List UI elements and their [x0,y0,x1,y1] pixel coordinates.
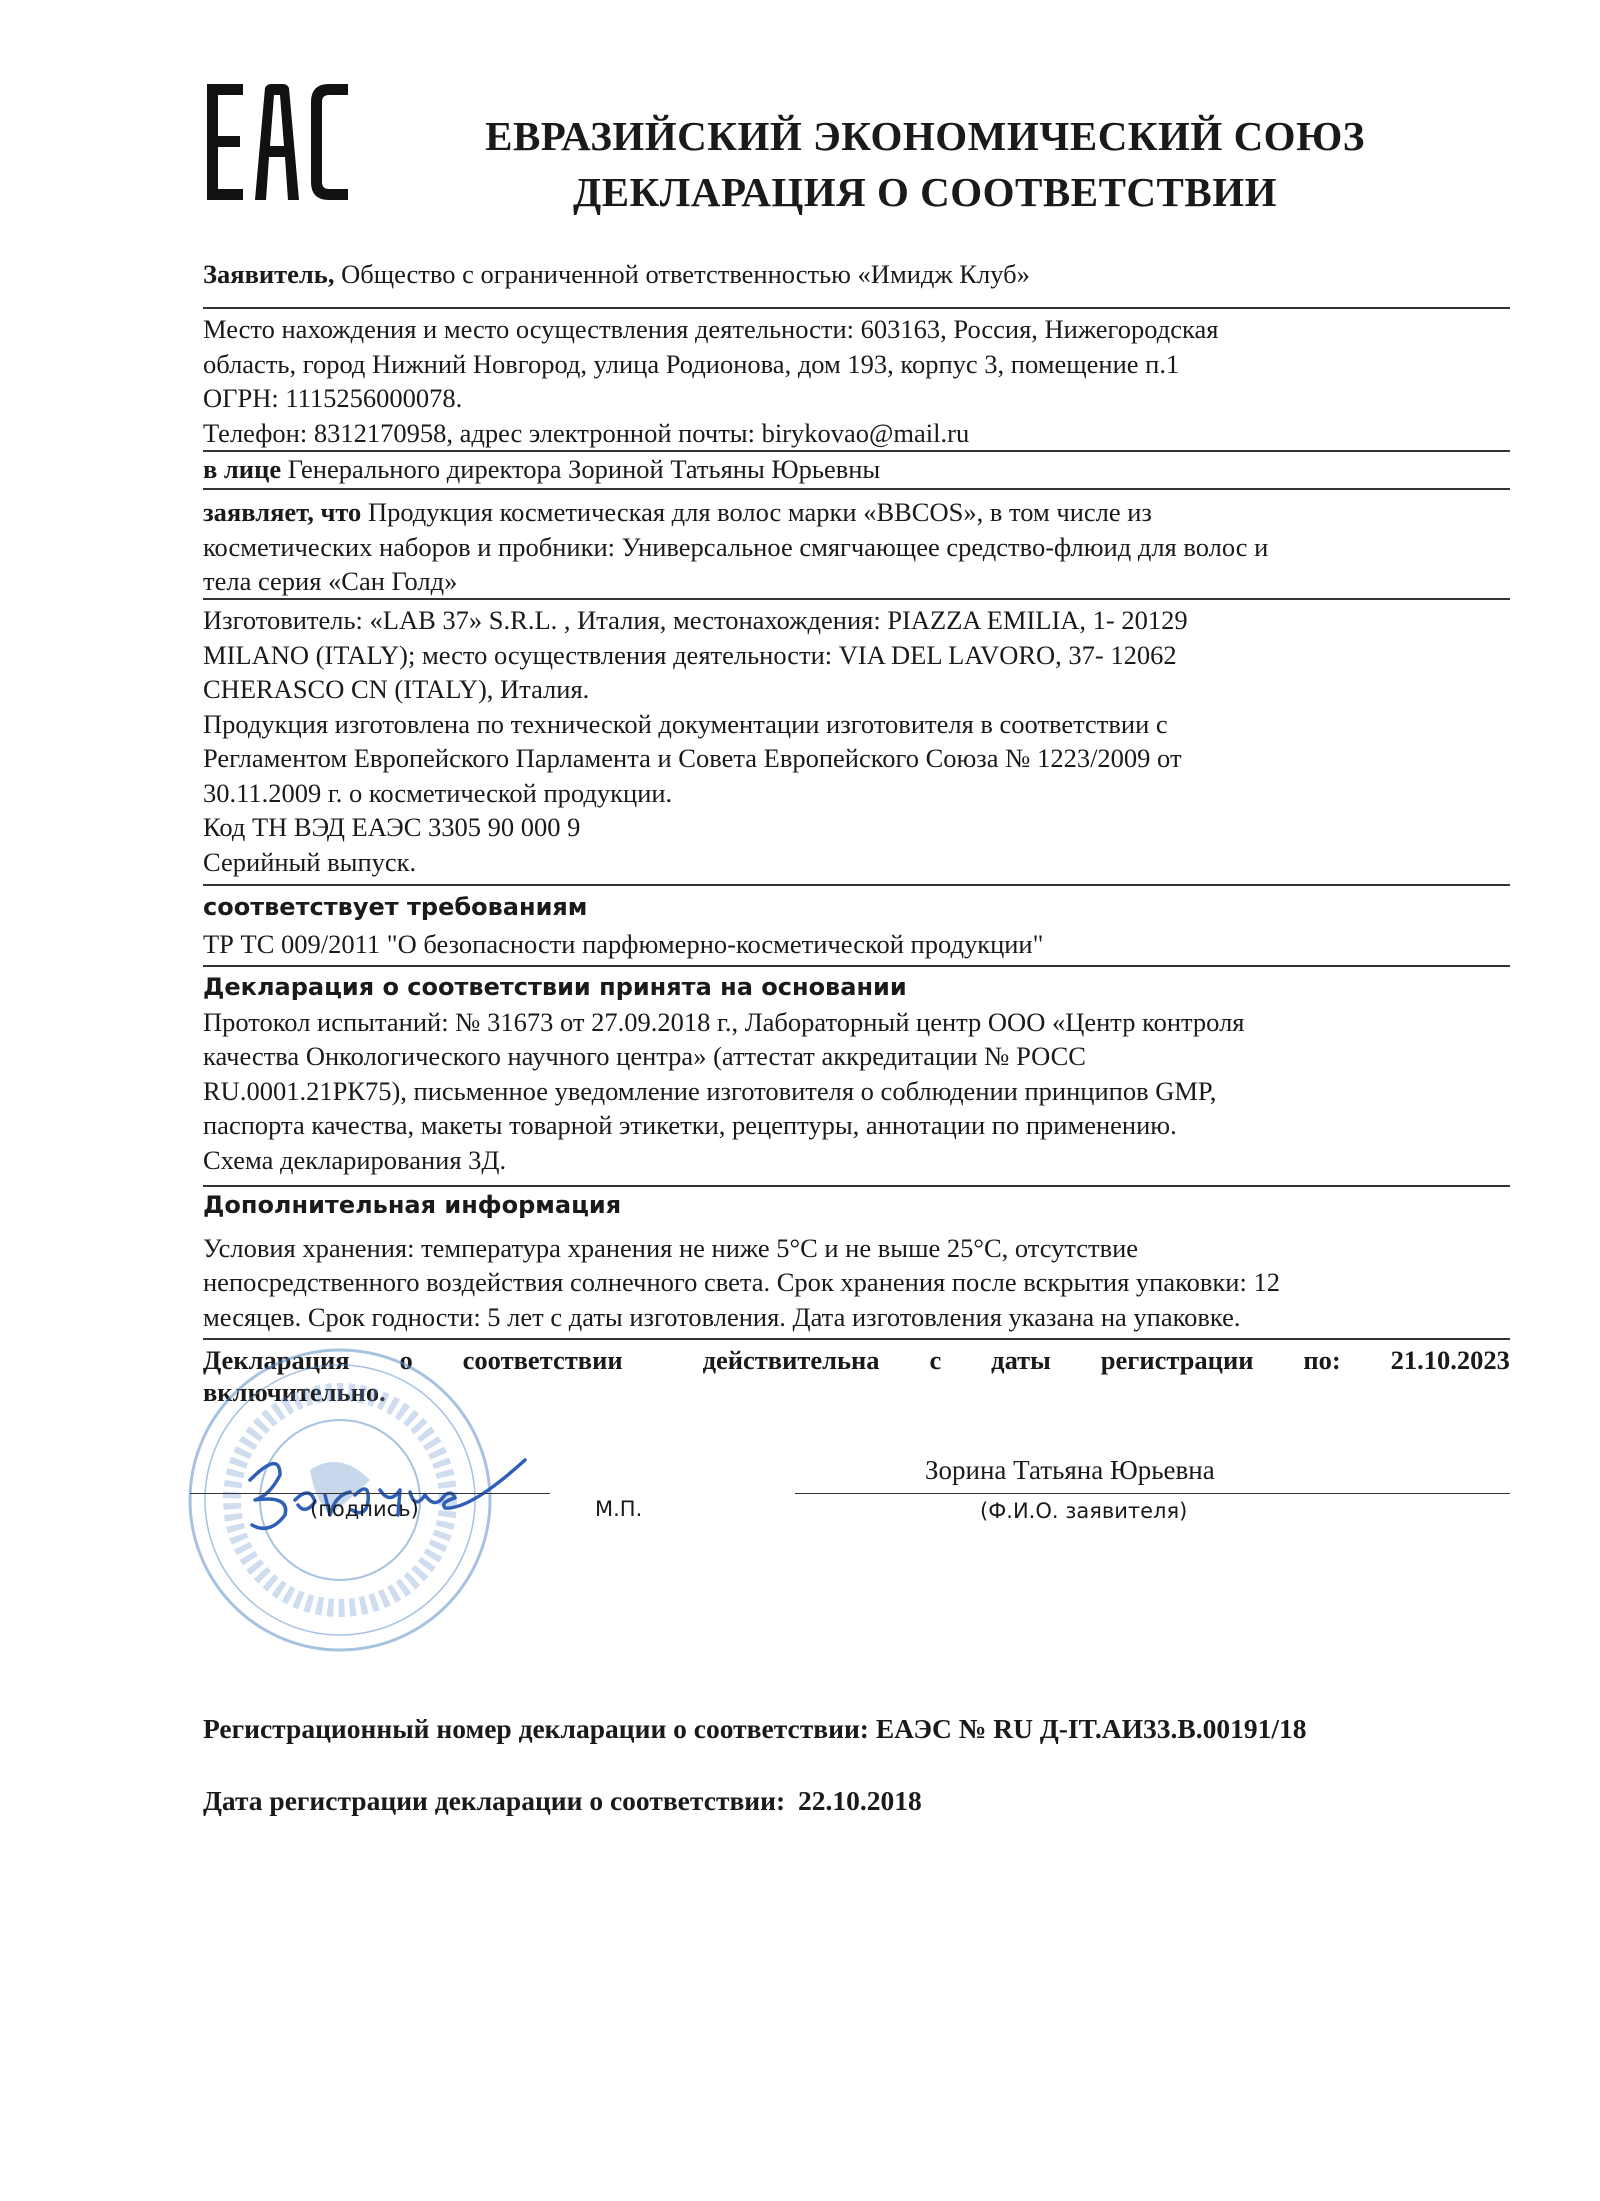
requirements-block [203,890,1043,961]
validity-word: о [399,1345,413,1375]
ogrn-line: ОГРН: 1115256000078. [203,383,463,413]
storage-line: непосредственного воздействия солнечного света. Срок хранения после вскрытия упаковки: 12 [203,1267,1280,1297]
validity-date: 21.10.2023 [1390,1345,1510,1375]
validity-word: соответствии [462,1345,623,1375]
basis-label: Декларация о соответствии принята на основании [203,973,907,1001]
contacts-line: Телефон: 8312170958, адрес электронной почты: birykovao@mail.ru [203,417,970,448]
divider [203,884,1510,886]
validity-word: даты [991,1345,1051,1375]
manufacturer-line: MILANO (ITALY); место осуществления деятельности: VIA DEL LAVORO, 37- 12062 [203,639,1177,670]
additional-block [203,1188,1280,1334]
manufacturer-block [203,603,1188,879]
name-caption: (Ф.И.О. заявителя) [980,1499,1188,1523]
requirements-label: соответствует требованиям [203,893,588,921]
hs-code-line: Код ТН ВЭД ЕАЭС 3305 90 000 9 [203,812,581,842]
eac-logo [205,82,350,202]
registration-date-label: Дата регистрации декларации о соответствии: [203,1785,786,1816]
applicant-value: Общество с ограниченной ответственностью «Имидж Клуб» [334,259,1030,289]
validity-word: по: [1303,1345,1341,1375]
validity-word: Декларация [203,1345,350,1375]
storage-line: месяцев. Срок годности: 5 лет с даты изготовления. Дата изготовления указана на упаковке. [203,1301,1241,1332]
divider [203,598,1510,600]
address-line: Место нахождения и место осуществления деятельности: 603163, Россия, Нижегородская [203,314,1219,344]
validity-word: регистрации [1100,1345,1254,1375]
registration-date-line [203,1785,922,1817]
declares-label: заявляет, что [203,497,362,527]
name-line [795,1493,1510,1494]
address-block [203,312,1218,450]
serial-line: Серийный выпуск. [203,846,417,877]
signature-caption: (подпись) [310,1497,419,1521]
address-line: область, город Нижний Новгород, улица Родионова, дом 193, корпус 3, помещение п.1 [203,348,1180,379]
union-title: ЕВРАЗИЙСКИЙ ЭКОНОМИЧЕСКИЙ СОЮЗ [485,113,1365,159]
representative-value: Генерального директора Зориной Татьяны Юрьевны [281,454,881,484]
product-line: косметических наборов и пробники: Универсальное смягчающее средство-флюид для волос и [203,531,1269,562]
requirements-value: ТР ТС 009/2011 "О безопасности парфюмерно-косметической продукции" [203,928,1044,959]
product-block [203,495,1268,599]
applicant-line [203,257,1030,292]
signature-line [190,1493,550,1494]
manufacturer-line: Изготовитель: «LAB 37» S.R.L. , Италия, местонахождения: PIAZZA EMILIA, 1- 20129 [203,605,1188,635]
manufacturer-line: CHERASCO CN (ITALY), Италия. [203,674,590,704]
basis-line: паспорта качества, макеты товарной этикетки, рецептуры, аннотации по применению. [203,1110,1177,1140]
product-line: Продукция косметическая для волос марки «BBCOS», в том числе из [361,497,1152,527]
product-line: тела серия «Сан Голд» [203,566,458,596]
document-header [400,108,1450,220]
stamp-caption: М.П. [595,1497,643,1521]
applicant-label: Заявитель, [203,259,335,289]
divider [203,488,1510,490]
divider [203,307,1510,309]
additional-label: Дополнительная информация [203,1191,622,1219]
registration-date: 22.10.2018 [798,1785,922,1816]
registration-number: ЕАЭС № RU Д-IT.АИ33.В.00191/18 [875,1713,1307,1744]
scheme-line: Схема декларирования 3Д. [203,1144,507,1175]
registration-number-label: Регистрационный номер декларации о соответствии: [203,1713,869,1744]
handwritten-signature [240,1440,530,1540]
basis-block [203,970,1245,1177]
validity-word: с [929,1345,942,1375]
basis-line: Протокол испытаний: № 31673 от 27.09.2018 г., Лабораторный центр ООО «Центр контроля [203,1006,1245,1037]
divider [203,1185,1510,1187]
divider [203,965,1510,967]
documentation-line: 30.11.2009 г. о косметической продукции. [203,777,673,808]
documentation-line: Продукция изготовлена по технической документации изготовителя в соответствии с [203,708,1168,739]
representative-label: в лице [203,454,282,484]
validity-word: действительна [702,1345,880,1375]
basis-line: качества Онкологического научного центра» (аттестат аккредитации № РОСС [203,1041,1086,1071]
signatory-name: Зорина Татьяна Юрьевна [925,1455,1215,1485]
representative-line [203,452,880,487]
basis-line: RU.0001.21РК75), письменное уведомление изготовителя о соблюдении принципов GMP, [203,1075,1217,1106]
registration-number-line [203,1713,1307,1745]
validity-inclusive: включительно. [203,1377,386,1407]
storage-line: Условия хранения: температура хранения не ниже 5°С и не выше 25°С, отсутствие [203,1232,1139,1263]
documentation-line: Регламентом Европейского Парламента и Совета Европейского Союза № 1223/2009 от [203,743,1182,773]
declaration-title: ДЕКЛАРАЦИЯ О СООТВЕТСТВИИ [573,169,1277,215]
